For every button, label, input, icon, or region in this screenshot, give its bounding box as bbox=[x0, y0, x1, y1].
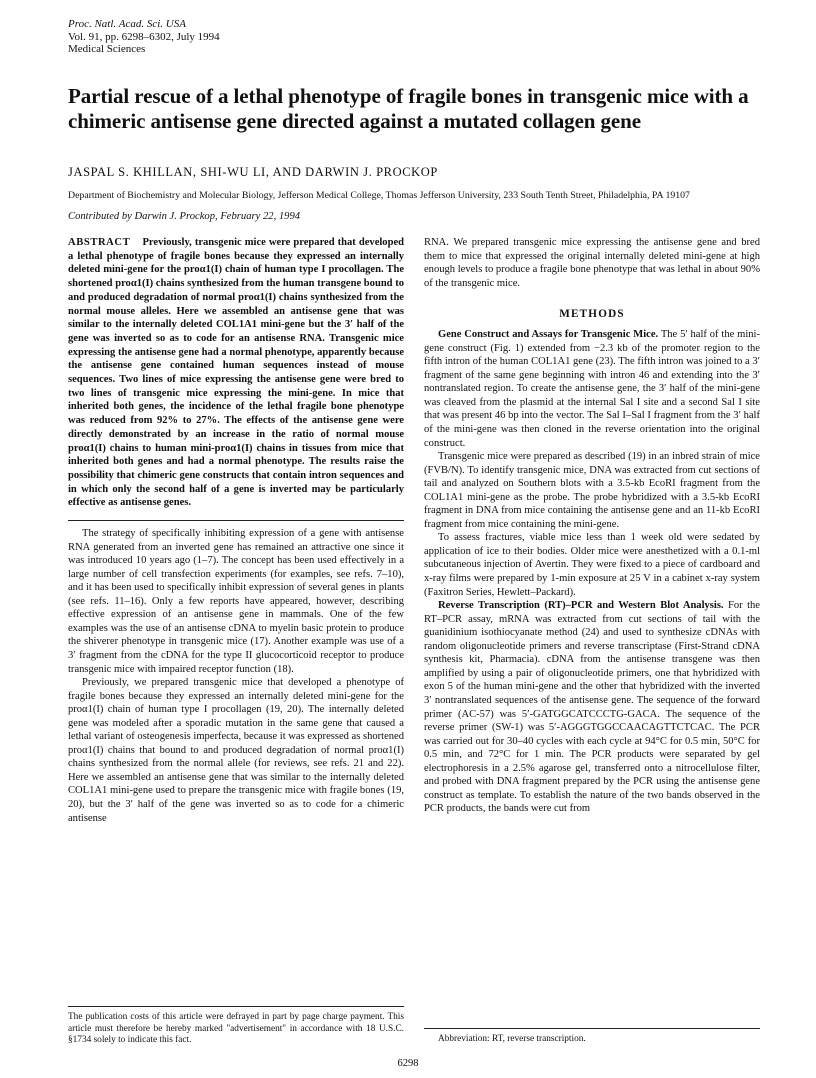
article-contributed: Contributed by Darwin J. Prockop, February 22, 1994 bbox=[68, 211, 301, 222]
abstract bbox=[68, 236, 404, 510]
methods-paragraph-1 bbox=[424, 328, 760, 450]
article-authors: JASPAL S. KHILLAN, SHI-WU LI, AND DARWIN J. PROCKOP bbox=[68, 165, 438, 179]
left-column bbox=[68, 236, 404, 825]
abstract-label: ABSTRACT bbox=[68, 237, 131, 248]
methods-paragraph-4 bbox=[424, 599, 760, 816]
methods-paragraph-2: Transgenic mice were prepared as described (19) in an inbred strain of mice (FVB/N). To identify transgenic mice, DNA was extracted from cut sections of tail and analyzed on Southern blots with a 3.5-kb EcoRI fragment from the COL1A1 mini-gene as the probe. The probe hybridized with a 3.5-kb EcoRI fragment in DNA from mice containing the antisense gene and an 11-kb EcoRI fragment from mice containing the mini-gene. bbox=[424, 451, 760, 530]
methods-heading: METHODS bbox=[559, 308, 625, 321]
abstract-divider bbox=[68, 520, 404, 521]
journal-header bbox=[68, 18, 368, 56]
methods-paragraph-3: To assess fractures, viable mice less than 1 week old were sedated by application of ice to their bodies. Older mice were anesthetized with a 0.1-ml subcutaneous injection of Avertin. They were fixed to a piece of cardboard and x-ray films were prepared by 1-min exposure at 25 V in a cabinet x-ray system (Faxitron Series, Hewlett–Packard). bbox=[424, 532, 760, 598]
right-column bbox=[424, 236, 760, 816]
methods-subheading-1: Gene Construct and Assays for Transgenic Mice. bbox=[438, 329, 659, 341]
article-affiliation: Department of Biochemistry and Molecular Biology, Jefferson Medical College, Thomas Jefferson University, 233 South Tenth Street, Philadelphia, PA 19107 bbox=[68, 190, 690, 201]
article-title: Partial rescue of a lethal phenotype of fragile bones in transgenic mice with a chimeric antisense gene directed against a mutated collagen gene bbox=[68, 84, 749, 133]
journal-section: Medical Sciences bbox=[68, 43, 146, 55]
abstract-text: Previously, transgenic mice were prepared that developed a lethal phenotype of fragile bones because they expressed an internally deleted mini-gene for the proα1(I) chain of human type I procollagen. The shortened proα1(I) chains synthesized from the human transgene bound to and produced degradation of normal proα1(I) chains synthesized from the normal mouse alleles. Here we assembled an antisense gene that was similar to the internally deleted COL1A1 mini-gene but the 3′ half of the gene was inverted so as to code for an antisense RNA. Transgenic mice expressing the antisense gene had a normal phenotype, apparently because the antisense gene contained human sequences instead of mouse sequences. Two lines of mice expressing the antisense gene were bred to two lines of transgenic mice expressing the mini-gene. In mice that inherited both genes, the incidence of the lethal fragile bone phenotype was reduced from 92% to 27%. The effects of the antisense gene were directly demonstrated by an increase in the ratio of normal mouse proα1(I) chains to human mini-proα1(I) chains in tissues from mice that inherited both genes and had a normal phenotype. The results raise the possibility that chimeric gene constructs that contain intron sequences and in which only the second half of a gene is inverted may be particularly effective as antisense genes. bbox=[68, 237, 404, 509]
abbreviation-divider bbox=[424, 1028, 760, 1029]
right-top-paragraph: RNA. We prepared transgenic mice expressing the antisense gene and bred them to mice that expressed the original internally deleted mini-gene at high enough levels to produce a fragile bone phenotype that was lethal in about 90% of the transgenic mice. bbox=[424, 237, 760, 289]
footnote: The publication costs of this article were defrayed in part by page charge payment. This article must therefore be hereby marked "advertisement" in accordance with 18 U.S.C. §1734 solely to indicate this fact. bbox=[68, 1012, 404, 1046]
methods-subheading-2: Reverse Transcription (RT)–PCR and Western Blot Analysis. bbox=[438, 600, 724, 612]
journal-name: Proc. Natl. Acad. Sci. USA bbox=[68, 18, 186, 30]
intro-paragraph-2: Previously, we prepared transgenic mice that developed a phenotype of fragile bones because they expressed an internally deleted mini-gene for the proα1(I) chain of human type I procollagen (19, 20). The internally deleted gene was modeled after a sporadic mutation in the same gene that caused a lethal variant of osteogenesis imperfecta, because it was expressed as shortened proα1(I) chains that bound to and produced degradation of normal proα1(I) chains synthesized from the normal allele (for reviews, see refs. 21 and 22). Here we assembled an antisense gene that was similar to the internally deleted COL1A1 mini-gene used to prepare the transgenic mice with fragile bones (19, 20), but the 3′ half of the gene was inverted so as to code for a chimeric antisense bbox=[68, 677, 404, 824]
intro-paragraph-1: The strategy of specifically inhibiting expression of a gene with antisense RNA generated from an inverted gene has remained an attractive one since it was introduced 10 years ago (1–7). The concept has been used effectively in a large number of cell transfection experiments (for examples, see refs. 7–10), and it has been used to specifically inhibit expression of several genes in plants (see refs. 11–16). Only a few reports have appeared, however, describing effective expression of an antisense gene in mammals. One of the few examples was the use of an antisense cDNA to myelin basic protein to produce the shiverer phenotype in transgenic mice (17). Another example was use of a 3′ fragment from the cDNA for the type II glucocorticoid receptor to produce transgenic mice with impaired receptor function (18). bbox=[68, 528, 404, 675]
methods-text-1: The 5′ half of the mini-gene construct (Fig. 1) extended from −2.3 kb of the promoter region to the fifth intron of the human COL1A1 gene (23). The fifth intron was joined to a 3′ fragment of the same gene beginning with intron 46 and extending into the 3′ nontranslated region. To create the antisense gene, the 3′ half of the mini-gene was cleaved from the plasmid at the internal Sal I site and a second Sal I site that was present 46 bp into the vector. The Sal I–Sal I fragment from the 3′ half of the mini-gene was then cloned in the reverse orientation into the original construct. bbox=[424, 329, 760, 449]
journal-volume: Vol. 91, pp. 6298–6302, July 1994 bbox=[68, 30, 220, 43]
abbreviation-note: Abbreviation: RT, reverse transcription. bbox=[438, 1034, 586, 1044]
methods-text-2: For the RT–PCR assay, mRNA was extracted from cut sections of tail with the guanidinium isothiocyanate method (24) and used to synthesize cDNAs with random oligonucleotide primers and reverse transcriptase (First-Strand cDNA synthesis kit, Pharmacia). cDNA from the antisense transgene was then amplified by using a pair of oligonucleotide primers, one that hybridized with exon 5 of the human mini-gene and the other that hybridized with the inverted 3′ nontranslated sequences of the antisense gene. The sequence of the forward primer (AC-57) was 5′-GATGGCATCCCTG-GACA. The sequence of the reverse primer (SW-1) was 5′-AGGGTGGCCAACAGTTCTCAC. The PCR was carried out for 30–40 cycles with each cycle at 94°C for 0.5 min, 50°C for 0.5 min, and 72°C for 1 min. The PCR products were separated by gel electrophoresis in a 2.5% agarose gel, transferred onto a nitrocellulose filter, and probed with DNA fragment prepared by the PCR using the antisense gene construct as template. To establish the nature of the two bands observed in the PCR products, the bands were cut from bbox=[424, 600, 760, 815]
page-number: 6298 bbox=[397, 1058, 419, 1069]
footnote-divider bbox=[68, 1006, 404, 1007]
